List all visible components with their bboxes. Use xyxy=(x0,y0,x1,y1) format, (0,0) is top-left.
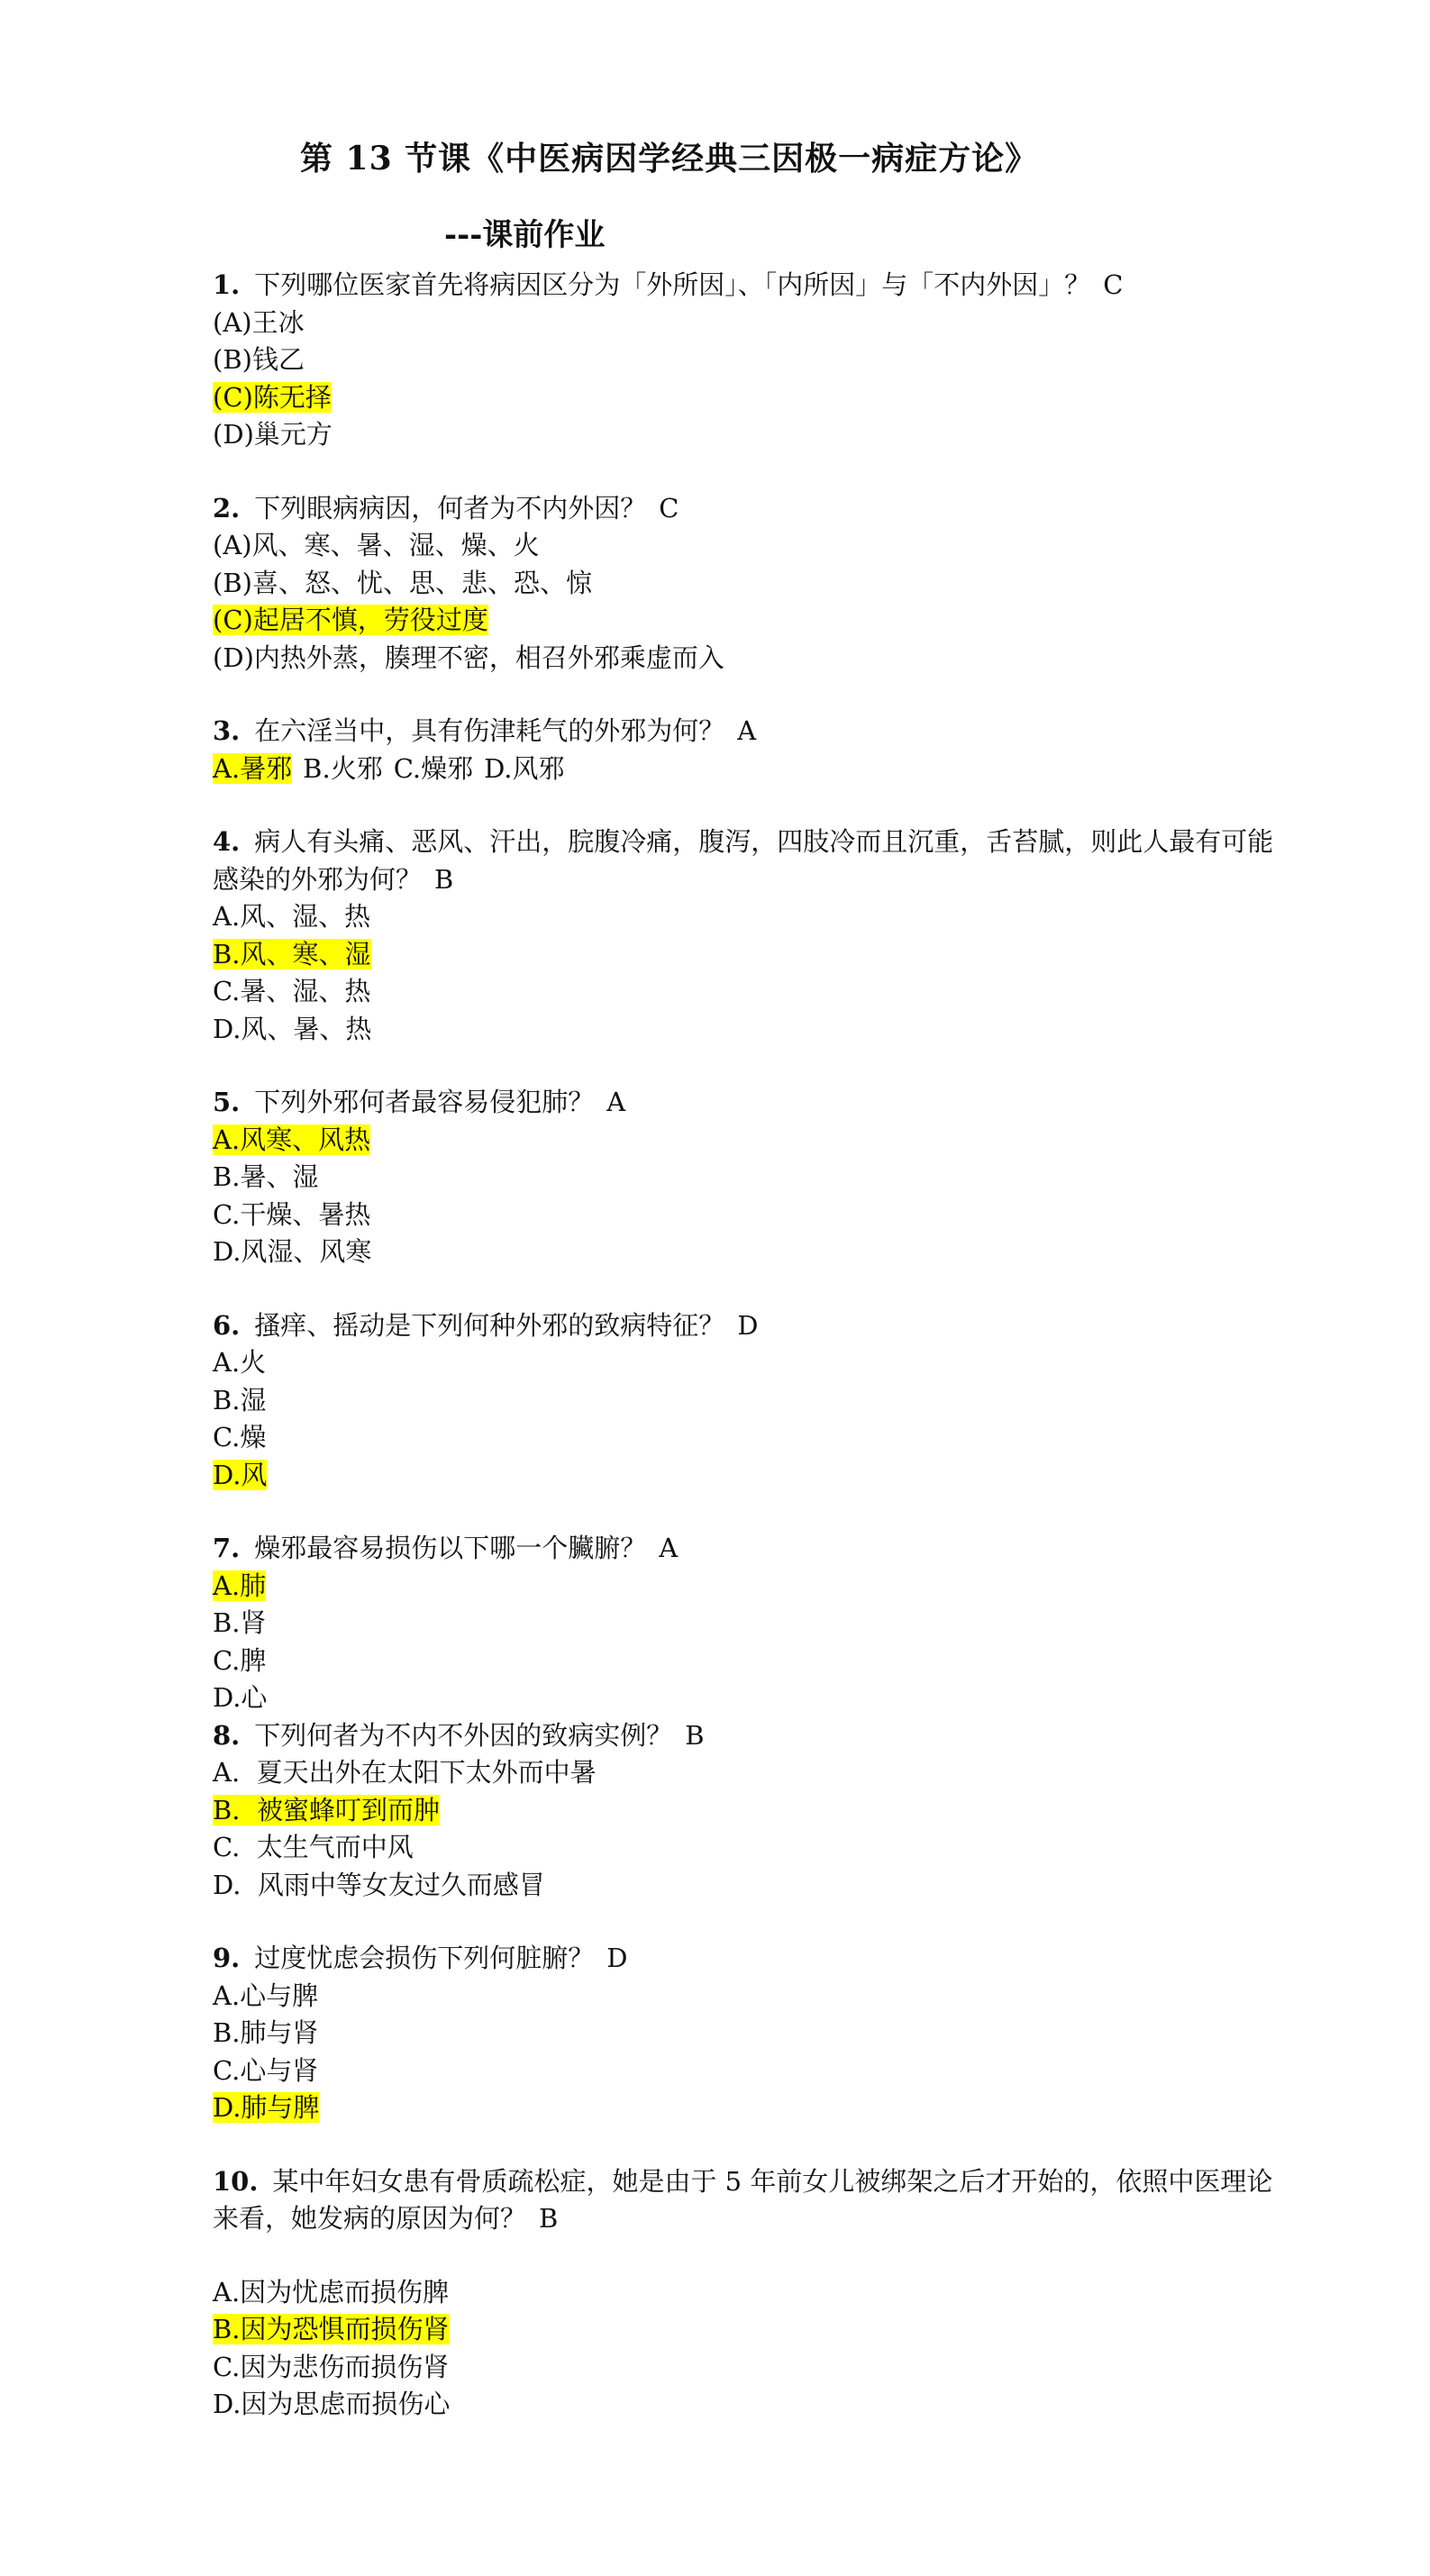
question-prompt: 燥邪最容易损伤以下哪一个臟腑？ xyxy=(254,1533,647,1563)
question-number: 5. xyxy=(213,1087,241,1117)
option: D.风、暑、热 xyxy=(213,1013,372,1044)
answer-key: A xyxy=(659,1533,679,1563)
option: C.脾 xyxy=(213,1644,267,1676)
answer-key: C xyxy=(659,492,679,523)
option-correct xyxy=(213,1568,1276,1606)
question-text xyxy=(213,1084,1276,1122)
option: C.暑、湿、热 xyxy=(213,976,371,1006)
question-4 xyxy=(213,824,1276,1048)
question-text xyxy=(213,1940,1276,1978)
option: B.湿 xyxy=(213,1384,267,1415)
option: (D)巢元方 xyxy=(213,419,332,450)
option: C.燥 xyxy=(213,1422,267,1452)
option-correct xyxy=(213,2311,1276,2349)
question-3 xyxy=(213,713,1276,787)
option: D. 风雨中等女友过久而感冒 xyxy=(213,1869,545,1900)
option-correct xyxy=(213,379,1276,417)
question-number: 4. xyxy=(213,826,241,857)
question-text xyxy=(213,267,1276,305)
question-list xyxy=(213,267,1276,2460)
option: (A)王冰 xyxy=(213,306,305,338)
answer-key: D xyxy=(606,1943,628,1973)
option-correct xyxy=(213,1792,1276,1830)
option: A.因为忧虑而损伤脾 xyxy=(213,2276,450,2307)
highlighted-answer: B.因为恐惧而损伤肾 xyxy=(213,2314,450,2344)
question-prompt: 下列外邪何者最容易侵犯肺？ xyxy=(254,1087,595,1117)
highlighted-answer: D.肺与脾 xyxy=(213,2092,320,2123)
option: A. 夏天出外在太阳下太外而中暑 xyxy=(213,1757,597,1788)
highlighted-answer: D.风 xyxy=(213,1459,268,1490)
option: C.心与肾 xyxy=(213,2054,319,2086)
question-number: 8. xyxy=(213,1719,241,1751)
question-7 xyxy=(213,1530,1276,1717)
question-text xyxy=(213,1717,1276,1755)
option-correct xyxy=(213,1122,1276,1160)
option: D.因为思虑而损伤心 xyxy=(213,2389,451,2419)
question-8 xyxy=(213,1717,1276,1905)
question-5 xyxy=(213,1084,1276,1271)
option: D.心 xyxy=(213,1682,268,1713)
option: C. 太生气而中风 xyxy=(213,1832,414,1862)
option: (B)喜、怒、忧、思、悲、恐、惊 xyxy=(213,567,592,598)
answer-key: A xyxy=(606,1087,626,1117)
option: C.干燥、暑热 xyxy=(213,1198,371,1230)
question-prompt: 搔痒、摇动是下列何种外邪的致病特征？ xyxy=(254,1309,725,1341)
question-prompt: 某中年妇女患有骨质疏松症，她是由于 5 年前女儿被绑架之后才开始的，依照中医理论来看，她发病的原因为何？ xyxy=(213,2165,1273,2234)
question-1 xyxy=(213,267,1276,454)
option: (B)钱乙 xyxy=(213,344,305,375)
option: C.燥邪 xyxy=(393,752,474,784)
option-correct xyxy=(213,2089,1276,2127)
option: A.心与脾 xyxy=(213,1980,319,2011)
question-number: 7. xyxy=(213,1533,241,1563)
question-number: 3. xyxy=(213,715,241,746)
question-prompt: 病人有头痛、恶风、汗出，脘腹冷痛，腹泻，四肢冷而且沉重，舌苔腻，则此人最有可能感染的外邪为何？ xyxy=(213,826,1274,895)
option: B.火邪 xyxy=(303,752,383,784)
option: B.肾 xyxy=(213,1607,267,1638)
question-number: 9. xyxy=(213,1943,241,1973)
question-10 xyxy=(213,2163,1276,2424)
question-text xyxy=(213,713,1276,751)
option: A.风、湿、热 xyxy=(213,901,371,932)
option: B.肺与肾 xyxy=(213,2017,319,2048)
question-text xyxy=(213,1530,1276,1568)
question-6 xyxy=(213,1307,1276,1495)
option: A.火 xyxy=(213,1347,267,1378)
question-prompt: 在六淫当中，具有伤津耗气的外邪为何？ xyxy=(254,715,725,746)
option-row xyxy=(213,751,1276,788)
question-number: 1. xyxy=(213,269,241,300)
answer-key: A xyxy=(737,715,757,746)
question-2 xyxy=(213,490,1276,678)
question-text xyxy=(213,490,1276,528)
option: D.风邪 xyxy=(484,752,565,784)
option-correct xyxy=(213,602,1276,640)
question-prompt: 下列何者为不内不外因的致病实例？ xyxy=(254,1719,673,1751)
highlighted-answer: A.肺 xyxy=(213,1570,267,1601)
document-title: 第 13 节课《中医病因学经典三因极一病症方论》 xyxy=(300,140,1039,177)
answer-key: C xyxy=(1103,269,1124,300)
question-prompt: 下列眼病病因，何者为不内外因？ xyxy=(254,492,647,523)
option-correct xyxy=(213,936,1276,974)
option: D.风湿、风寒 xyxy=(213,1236,372,1267)
question-9 xyxy=(213,1940,1276,2127)
answer-key: B xyxy=(434,863,454,895)
answer-key: D xyxy=(737,1309,759,1341)
option: (A)风、寒、暑、湿、燥、火 xyxy=(213,530,540,560)
highlighted-answer: (C)陈无择 xyxy=(213,381,332,413)
document-subtitle: ---课前作业 xyxy=(444,217,606,253)
question-number: 6. xyxy=(213,1309,241,1341)
question-number: 2. xyxy=(213,492,241,523)
option: (D)内热外蒸，腠理不密，相召外邪乘虚而入 xyxy=(213,642,724,673)
question-text xyxy=(213,1307,1276,1345)
option: B.暑、湿 xyxy=(213,1161,319,1192)
highlighted-answer: A.风寒、风热 xyxy=(213,1124,371,1155)
question-text xyxy=(213,2163,1276,2238)
option: C.因为悲伤而损伤肾 xyxy=(213,2351,450,2382)
question-text xyxy=(213,824,1276,898)
option-correct xyxy=(213,1457,1276,1495)
highlighted-answer: A.暑邪 xyxy=(213,752,293,784)
question-number: 10. xyxy=(213,2165,259,2197)
question-prompt: 下列哪位医家首先将病因区分为「外所因」、「内所因」与「不内外因」？ xyxy=(254,269,1091,300)
answer-key: B xyxy=(539,2203,559,2234)
highlighted-answer: B.风、寒、湿 xyxy=(213,938,371,969)
highlighted-answer: (C)起居不慎，劳役过度 xyxy=(213,605,488,635)
answer-key: B xyxy=(685,1719,705,1751)
question-prompt: 过度忧虑会损伤下列何脏腑？ xyxy=(254,1943,595,1973)
highlighted-answer: B. 被蜜蜂叮到而肿 xyxy=(213,1794,440,1825)
